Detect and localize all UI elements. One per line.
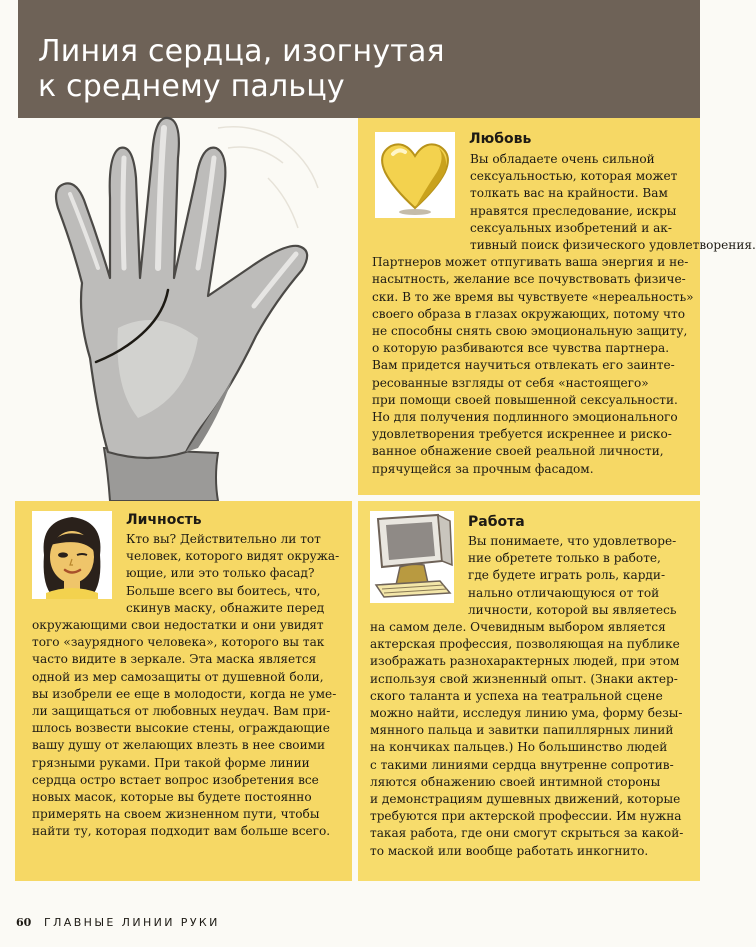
- personality-text-block-2: [32, 617, 336, 841]
- page-title-line-2: к среднему пальцу: [38, 69, 345, 104]
- love-line: о которую разбиваются все чувства партнера.: [372, 341, 670, 356]
- work-line: на кончиках пальцев.) Но большинство людей: [370, 740, 668, 755]
- personality-text-block-1: [126, 531, 339, 617]
- love-line: Партнеров может отпугивать ваша энергия и не-: [372, 255, 689, 270]
- love-line: тивный поиск физического удовлетворения.: [470, 238, 756, 252]
- work-line: изображать разнохарактерных людей, при этом: [370, 654, 680, 669]
- work-line: требуются при актерской профессии. Им нужна: [370, 809, 682, 824]
- personality-line: новых масок, которые вы будете постоянно: [32, 790, 312, 805]
- love-line: не способны снять свою эмоциональную защиту,: [372, 324, 688, 339]
- personality-line: ющие, или это только фасад?: [126, 566, 315, 581]
- woman-face-icon: [32, 511, 112, 599]
- personality-line: часто видите в зеркале. Эта маска является: [32, 652, 317, 667]
- personality-line: скинув маску, обнажите перед: [126, 600, 325, 615]
- love-line: удовлетворения требуется искреннее и риско-: [372, 427, 672, 442]
- love-text-block-2: [372, 237, 756, 478]
- work-line: актерская профессия, позволяющая на публике: [370, 637, 680, 652]
- personality-line: вашу душу от желающих влезть в нее своими: [32, 738, 326, 753]
- work-line: где будете играть роль, карди-: [468, 568, 666, 583]
- love-line: сексуальностью, которая может: [470, 169, 678, 184]
- computer-icon-frame: [370, 511, 454, 603]
- work-text-block-2: [370, 619, 683, 860]
- personality-line: человек, которого видят окружа-: [126, 549, 340, 564]
- woman-face-icon-frame: [32, 511, 112, 599]
- love-text-block-1: [470, 151, 677, 237]
- personality-line: вы изобрели ее еще в молодости, когда не уме-: [32, 686, 337, 701]
- love-line: Но для получения подлинного эмоционального: [372, 410, 678, 425]
- love-line: толкать вас на крайности. Вам: [470, 186, 668, 201]
- work-line: с такими линиями сердца внутренне сопротив-: [370, 757, 674, 772]
- work-line: можно найти, исследуя линию ума, форму безы-: [370, 706, 683, 721]
- love-line: насытность, желание все почувствовать физиче-: [372, 272, 686, 287]
- work-line: мянного пальца и завитки папиллярных линий: [370, 723, 674, 738]
- chapter-header: [18, 0, 700, 118]
- work-line: и демонстрациям душевных движений, которые: [370, 792, 681, 807]
- page-title-line-1: Линия сердца, изогнутая: [38, 34, 445, 69]
- personality-line: сердца остро встает вопрос изобретения все: [32, 772, 319, 787]
- personality-line: ли защищаться от любовных неудач. Вам при-: [32, 704, 331, 719]
- love-line: ресованные взгляды от себя «настоящего»: [372, 375, 649, 390]
- work-line: ляются обнажению своей интимной стороны: [370, 774, 661, 789]
- work-line: такая работа, где они смогут скрыться за какой-: [370, 826, 684, 841]
- heart-icon: [375, 132, 455, 218]
- personality-line: шлось возвести высокие стены, ограждающие: [32, 721, 330, 736]
- love-line: Вы обладаете очень сильной: [470, 152, 655, 166]
- personality-line: одной из мер самозащиты от душевной боли,: [32, 669, 324, 684]
- love-line: прячущейся за прочным фасадом.: [372, 461, 594, 476]
- love-line: ванное обнажение своей реальной личности,: [372, 444, 664, 459]
- work-panel: [358, 501, 700, 881]
- heart-icon-frame: [375, 132, 455, 218]
- love-line: нравятся преследование, искры: [470, 203, 677, 218]
- love-line: ски. В то же время вы чувствуете «нереальность»: [372, 289, 694, 304]
- palm-hand-icon: [18, 118, 358, 501]
- work-line: нально отличающуюся от той: [468, 585, 660, 600]
- work-line: на самом деле. Очевидным выбором является: [370, 620, 666, 634]
- running-footer: ГЛАВНЫЕ ЛИНИИ РУКИ: [44, 916, 220, 929]
- love-line: своего образа в глазах окружающих, потому что: [372, 306, 686, 321]
- love-line: Вам придется научиться отвлекать его заинте-: [372, 358, 675, 373]
- personality-line: найти ту, которая подходит вам больше всего.: [32, 824, 331, 839]
- work-line: используя свой жизненный опыт. (Знаки актер-: [370, 671, 678, 686]
- work-line: личности, которой вы являетесь: [468, 602, 677, 617]
- computer-icon: [370, 511, 454, 603]
- personality-line: Больше всего вы боитесь, что,: [126, 583, 321, 598]
- love-line: при помощи своей повышенной сексуальности.: [372, 392, 678, 407]
- work-line: ского таланта и успеха на театральной сцене: [370, 688, 663, 703]
- personality-line: Кто вы? Действительно ли тот: [126, 532, 321, 546]
- personality-line: грязными руками. При такой форме линии: [32, 755, 310, 770]
- page-title: [38, 34, 445, 104]
- work-text-block-1: [468, 533, 676, 619]
- personality-title: Личность: [126, 512, 202, 528]
- personality-line: примерять на своем жизненном пути, чтобы: [32, 807, 320, 822]
- personality-line: того «заурядного человека», которого вы так: [32, 635, 325, 650]
- work-line: ние обретете только в работе,: [468, 551, 661, 566]
- page-number: 60: [16, 916, 32, 929]
- work-title: Работа: [468, 514, 525, 530]
- personality-line: окружающими свои недостатки и они увидят: [32, 618, 324, 632]
- work-line: Вы понимаете, что удовлетворе-: [468, 534, 677, 548]
- work-line: то маской или вообще работать инкогнито.: [370, 843, 649, 858]
- love-title: Любовь: [469, 131, 532, 147]
- hand-illustration: [18, 118, 358, 501]
- love-line: сексуальных изобретений и ак-: [470, 220, 672, 235]
- love-panel: [358, 118, 756, 495]
- personality-panel: [15, 501, 352, 881]
